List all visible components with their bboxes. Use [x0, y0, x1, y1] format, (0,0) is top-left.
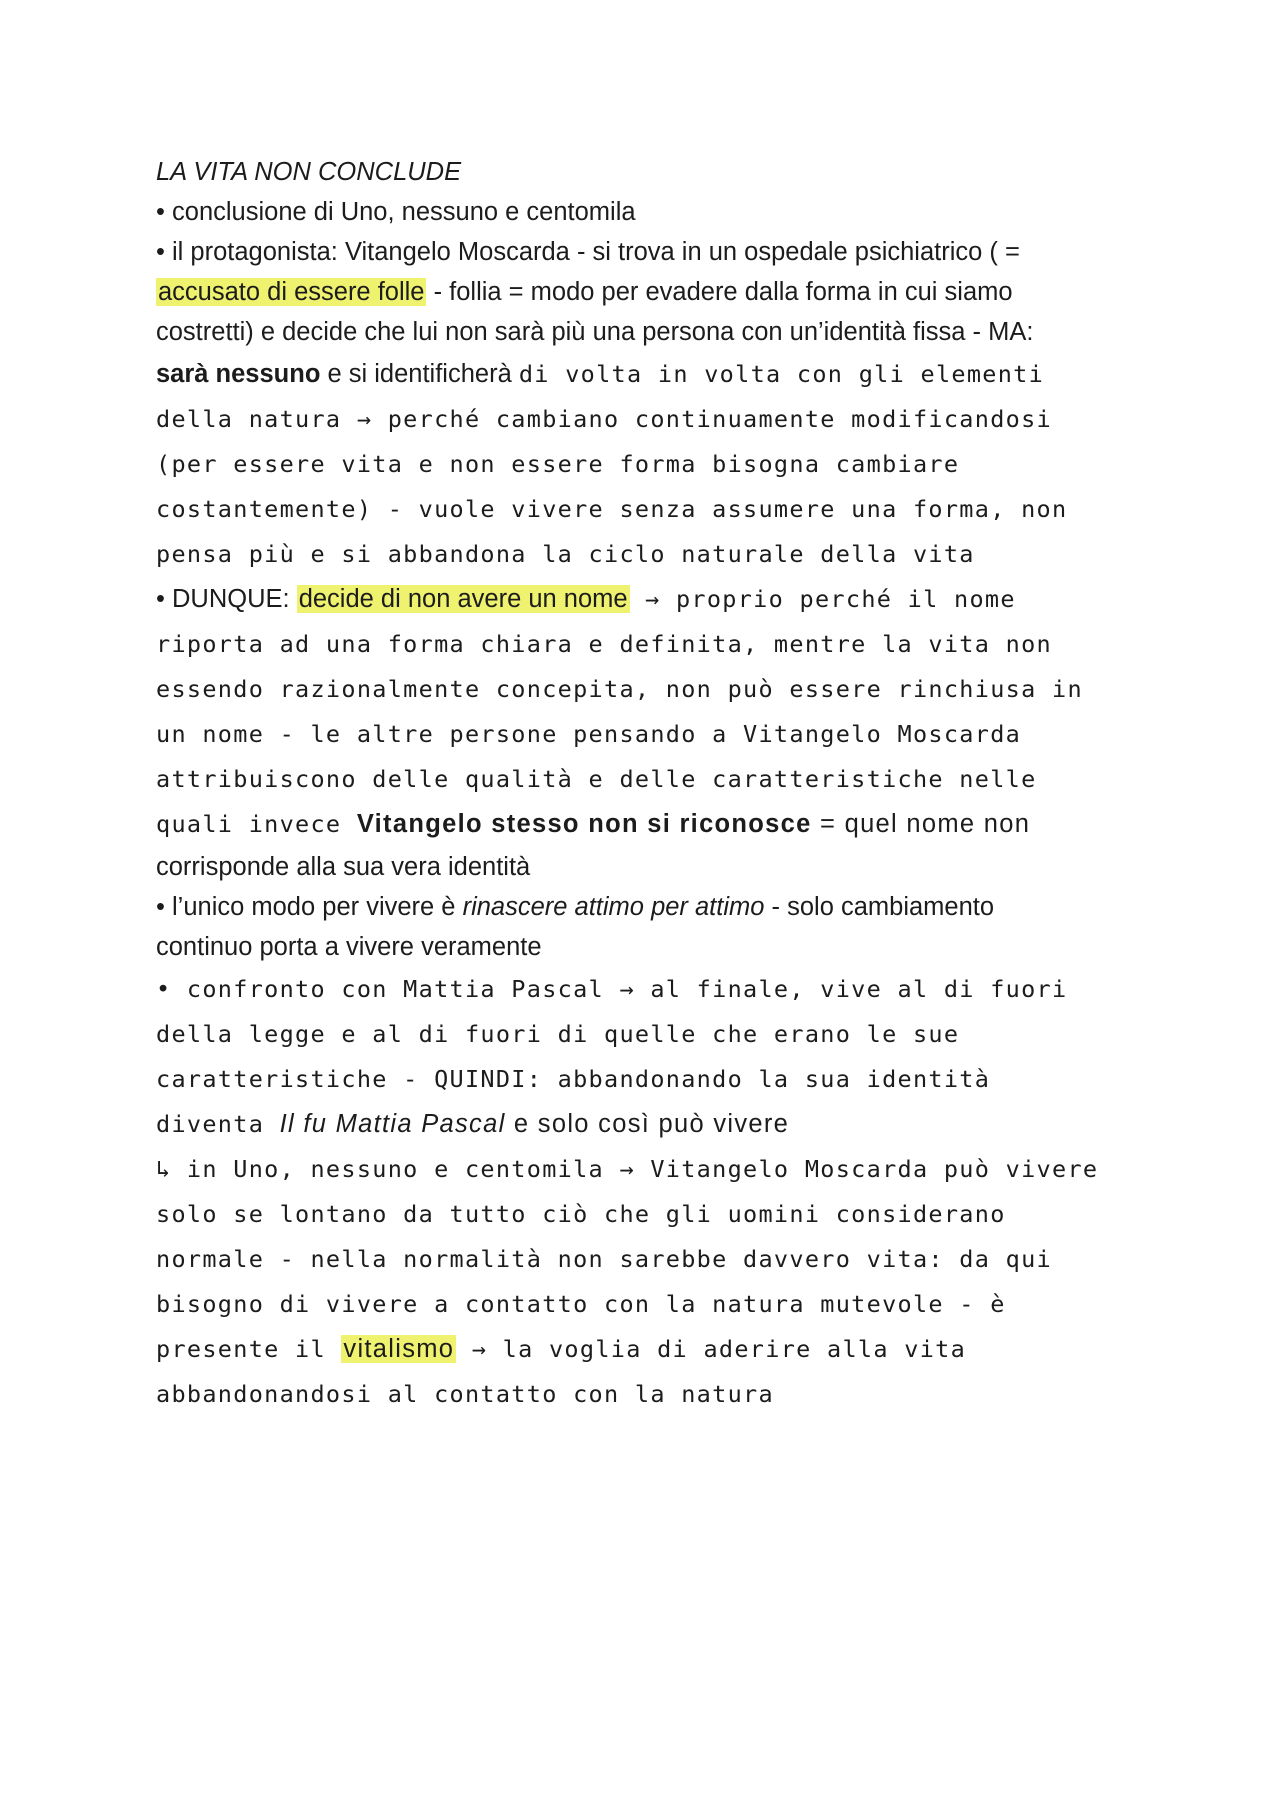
handwritten-line: della natura → perché cambiano continuamente modificandosi — [156, 405, 1052, 433]
handwritten-line: abbandonandosi al contatto con la natura — [156, 1380, 774, 1408]
bold-text: Vitangelo stesso non si riconosce — [356, 810, 812, 838]
handwritten-line: bisogno di vivere a contatto con la natura mutevole - è — [156, 1290, 1006, 1318]
handwritten-line: pensa più e si abbandona la ciclo naturale della vita — [156, 540, 975, 568]
handwritten-line: diventa Il fu Mattia Pascal e solo così può vivere — [156, 1110, 790, 1138]
handwritten-line: • confronto con Mattia Pascal → al finale, vive al di fuori — [156, 975, 1068, 1003]
handwritten-text: di volta in volta con gli elementi — [518, 360, 1045, 388]
handwritten-line: un nome - le altre persone pensando a Vitangelo Moscarda — [156, 720, 1022, 748]
highlighted-text: accusato di essere folle — [158, 278, 425, 306]
note-line: • l’unico modo per vivere è rinascere attimo per attimo - solo cambiamento — [156, 893, 995, 921]
note-line: • conclusione di Uno, nessuno e centomila — [156, 198, 636, 226]
highlighted-text: vitalismo — [343, 1335, 455, 1363]
handwritten-line: caratteristiche - QUINDI: abbandonando la sua identità — [156, 1065, 991, 1093]
handwritten-line: costantemente) - vuole vivere senza assumere una forma, non — [156, 495, 1068, 523]
handwritten-line: attribuiscono delle qualità e delle caratteristiche nelle — [156, 765, 1037, 793]
handwritten-line: essendo razionalmente concepita, non può essere rinchiusa in — [156, 675, 1083, 703]
note-line: • il protagonista: Vitangelo Moscarda - si trova in un ospedale psichiatrico ( = — [156, 238, 1020, 266]
note-line: continuo porta a vivere veramente — [156, 933, 542, 961]
bold-text: sarà nessuno — [156, 360, 321, 388]
note-line: • DUNQUE: decide di non avere un nome → proprio perché il nome — [156, 585, 1016, 613]
handwritten-line: riporta ad una forma chiara e definita, mentre la vita non — [156, 630, 1052, 658]
handwritten-line: solo se lontano da tutto ciò che gli uomini considerano — [156, 1200, 1006, 1228]
handwritten-line: (per essere vita e non essere forma bisogna cambiare — [156, 450, 960, 478]
handwritten-text: → proprio perché il nome — [629, 585, 1016, 613]
handwritten-line: normale - nella normalità non sarebbe davvero vita: da qui — [156, 1245, 1052, 1273]
note-line: accusato di essere folle - follia = modo per evadere dalla forma in cui siamo — [158, 278, 1013, 306]
handwritten-line: presente il vitalismo → la voglia di aderire alla vita — [156, 1335, 967, 1363]
handwritten-line: ↳ in Uno, nessuno e centomila → Vitangelo Moscarda può vivere — [156, 1155, 1099, 1183]
handwritten-line: quali invece Vitangelo stesso non si riconosce = quel nome non — [156, 810, 1031, 838]
note-line: sarà nessuno e si identificherà di volta in volta con gli elementi — [156, 360, 1045, 388]
italic-text: Il fu Mattia Pascal — [279, 1110, 506, 1138]
italic-text: rinascere attimo per attimo — [462, 893, 765, 921]
note-title: LA VITA NON CONCLUDE — [156, 158, 462, 186]
highlighted-text: decide di non avere un nome — [298, 585, 628, 613]
handwritten-line: della legge e al di fuori di quelle che erano le sue — [156, 1020, 960, 1048]
note-line: costretti) e decide che lui non sarà più una persona con un’identità fissa - MA: — [156, 318, 1034, 346]
note-page — [156, 152, 1136, 1417]
note-line: corrisponde alla sua vera identità — [156, 853, 531, 881]
